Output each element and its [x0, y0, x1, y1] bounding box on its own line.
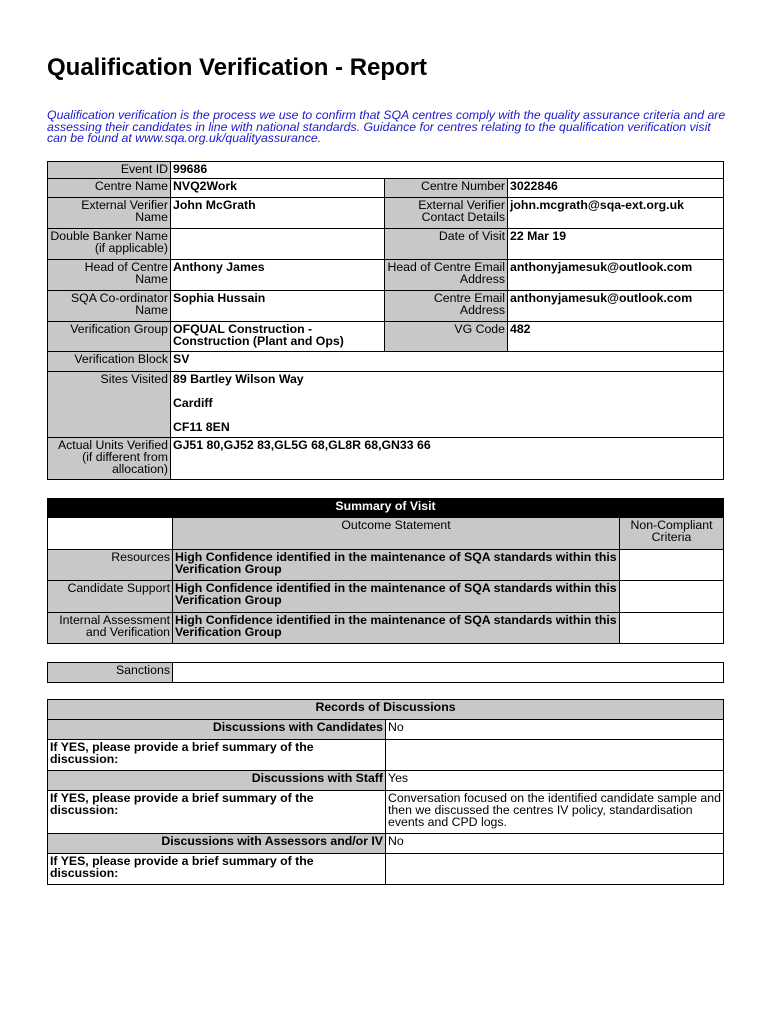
table-row [48, 854, 724, 885]
ev-contact-label: External Verifier Contact Details [385, 198, 508, 229]
summary-row-outcome: High Confidence identified in the maintenance of SQA standards within this Verification Group [173, 613, 620, 644]
table-row [48, 322, 724, 352]
verification-block-label: Verification Block [48, 352, 171, 372]
centre-number-value: 3022846 [508, 179, 724, 198]
table-row [48, 260, 724, 291]
ev-name-label: External Verifier Name [48, 198, 171, 229]
table-row [48, 700, 724, 720]
discussions-heading: Records of Discussions [48, 700, 724, 720]
table-row [48, 179, 724, 198]
summary-row-criteria [620, 613, 724, 644]
units-verified-label: Actual Units Verified (if different from allocation) [48, 438, 171, 480]
table-row [48, 663, 724, 683]
head-email-value: anthonyjamesuk@outlook.com [508, 260, 724, 291]
staff-summary-prompt: If YES, please provide a brief summary of the discussion: [48, 791, 386, 834]
assessors-discussion-value: No [386, 834, 724, 854]
table-row [48, 372, 724, 438]
visit-details-table [47, 161, 724, 480]
staff-summary-value: Conversation focused on the identified candidate sample and then we discussed the centres IV policy, standardisation events and CPD logs. [386, 791, 724, 834]
date-value: 22 Mar 19 [508, 229, 724, 260]
centre-name-value: NVQ2Work [171, 179, 385, 198]
assessors-discussion-label: Discussions with Assessors and/or IV [48, 834, 386, 854]
date-label: Date of Visit [385, 229, 508, 260]
table-row [48, 720, 724, 740]
summary-row-label: Internal Assessment and Verification [48, 613, 173, 644]
table-row [48, 162, 724, 179]
staff-discussion-value: Yes [386, 771, 724, 791]
table-row [48, 518, 724, 550]
centre-email-label: Centre Email Address [385, 291, 508, 322]
summary-row-criteria [620, 581, 724, 613]
candidates-discussion-label: Discussions with Candidates [48, 720, 386, 740]
summary-table [47, 498, 724, 644]
staff-discussion-label: Discussions with Staff [48, 771, 386, 791]
summary-heading: Summary of Visit [48, 499, 724, 518]
sanctions-table [47, 662, 724, 683]
table-row [48, 791, 724, 834]
centre-email-value: anthonyjamesuk@outlook.com [508, 291, 724, 322]
table-row [48, 550, 724, 581]
summary-row-criteria [620, 550, 724, 581]
outcome-column-header: Outcome Statement [173, 518, 620, 550]
event-id-label: Event ID [48, 162, 171, 179]
table-row [48, 438, 724, 480]
table-row [48, 581, 724, 613]
discussions-table [47, 699, 724, 885]
centre-number-label: Centre Number [385, 179, 508, 198]
double-banker-value [171, 229, 385, 260]
noncompliant-column-header: Non-Compliant Criteria [620, 518, 724, 550]
assessors-summary-value [386, 854, 724, 885]
units-verified-value: GJ51 80,GJ52 83,GL5G 68,GL8R 68,GN33 66 [171, 438, 724, 480]
table-row [48, 198, 724, 229]
table-row [48, 740, 724, 771]
site-address-line: Cardiff [173, 396, 213, 410]
table-row [48, 834, 724, 854]
summary-row-label: Resources [48, 550, 173, 581]
table-row [48, 499, 724, 518]
page-title: Qualification Verification - Report [47, 54, 428, 81]
site-address-line: CF11 8EN [173, 420, 230, 434]
head-label: Head of Centre Name [48, 260, 171, 291]
candidates-summary-prompt: If YES, please provide a brief summary of the discussion: [48, 740, 386, 771]
double-banker-label: Double Banker Name (if applicable) [48, 229, 171, 260]
verification-group-label: Verification Group [48, 322, 171, 352]
table-row [48, 771, 724, 791]
table-row [48, 352, 724, 372]
table-row [48, 613, 724, 644]
verification-block-value: SV [171, 352, 724, 372]
site-address-line: 89 Bartley Wilson Way [173, 372, 304, 386]
intro-text: Qualification verification is the process we use to confirm that SQA centres comply with the quality assurance criteria and are assessing their candidates in line with national standards. Guidance for centres relating to the qualification verification visit can be found at www.sqa.org.uk/qualityassurance. [47, 108, 726, 146]
blank-header-cell [48, 518, 173, 550]
ev-name-value: John McGrath [171, 198, 385, 229]
sanctions-label: Sanctions [48, 663, 173, 683]
table-row [48, 291, 724, 322]
summary-row-outcome: High Confidence identified in the maintenance of SQA standards within this Verification Group [173, 581, 620, 613]
event-id-value: 99686 [171, 162, 724, 179]
vg-code-label: VG Code [385, 322, 508, 352]
candidates-summary-value [386, 740, 724, 771]
summary-row-outcome: High Confidence identified in the maintenance of SQA standards within this Verification Group [173, 550, 620, 581]
sanctions-value [173, 663, 724, 683]
centre-name-label: Centre Name [48, 179, 171, 198]
coordinator-value: Sophia Hussain [171, 291, 385, 322]
coordinator-label: SQA Co-ordinator Name [48, 291, 171, 322]
summary-row-label: Candidate Support [48, 581, 173, 613]
candidates-discussion-value: No [386, 720, 724, 740]
vg-code-value: 482 [508, 322, 724, 352]
verification-group-value: OFQUAL Construction - Construction (Plant and Ops) [171, 322, 385, 352]
sites-visited-label: Sites Visited [48, 372, 171, 438]
sites-visited-value [171, 372, 724, 438]
head-email-label: Head of Centre Email Address [385, 260, 508, 291]
ev-contact-value: john.mcgrath@sqa-ext.org.uk [508, 198, 724, 229]
table-row [48, 229, 724, 260]
head-value: Anthony James [171, 260, 385, 291]
assessors-summary-prompt: If YES, please provide a brief summary of the discussion: [48, 854, 386, 885]
